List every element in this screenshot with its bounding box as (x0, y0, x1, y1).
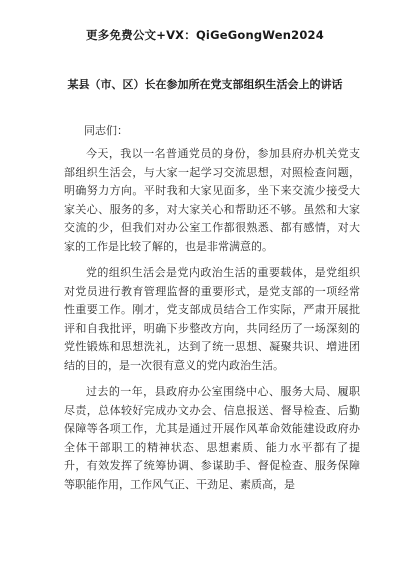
speech-body (64, 145, 360, 502)
salutation: 同志们： (84, 124, 128, 137)
promo-banner: 更多免费公文+VX：QiGeGongWen2024 (86, 28, 324, 42)
paragraph-1: 今天，我以一名普通党员的身份，参加县府办机关党支部组织生活会，与大家一起学习交流思想，对照检查问题，明确努力方向。平时我和大家见面多，坐下来交流少接受大家关心、服务的多，对大家关心和帮助还不够。虽然和大家交流的少，但我们对办公室工作都很熟悉、都有感情，对大家的工作是比较了解的，也是非常满意的。 (64, 147, 360, 253)
paragraph-2: 党的组织生活会是党内政治生活的重要载体，是党组织对党员进行教育管理监督的重要形式，是党支部的一项经常性重要工作。刚才，党支部成员结合工作实际，严肃开展批评和自我批评，明确下步整改方向，共同经历了一场深刻的党性锻炼和思想洗礼，达到了统一思想、凝聚共识、增进团结的目的，是一次很有意义的党内政治生活。 (64, 266, 360, 372)
paragraph-3: 过去的一年，县政府办公室围绕中心、服务大局、履职尽责，总体较好完成办文办会、信息报送、督导检查、后勤保障等各项工作，尤其是通过开展作风革命效能建设政府办全体干部职工的精神状态、思想素质、能力水平都有了提升，有效发挥了统筹协调、参谋助手、督促检查、服务保障等职能作用，工作风气正、干劲足、素质高，是 (64, 385, 360, 491)
document-title: 某县（市、区）长在参加所在党支部组织生活会上的讲话 (67, 78, 343, 91)
